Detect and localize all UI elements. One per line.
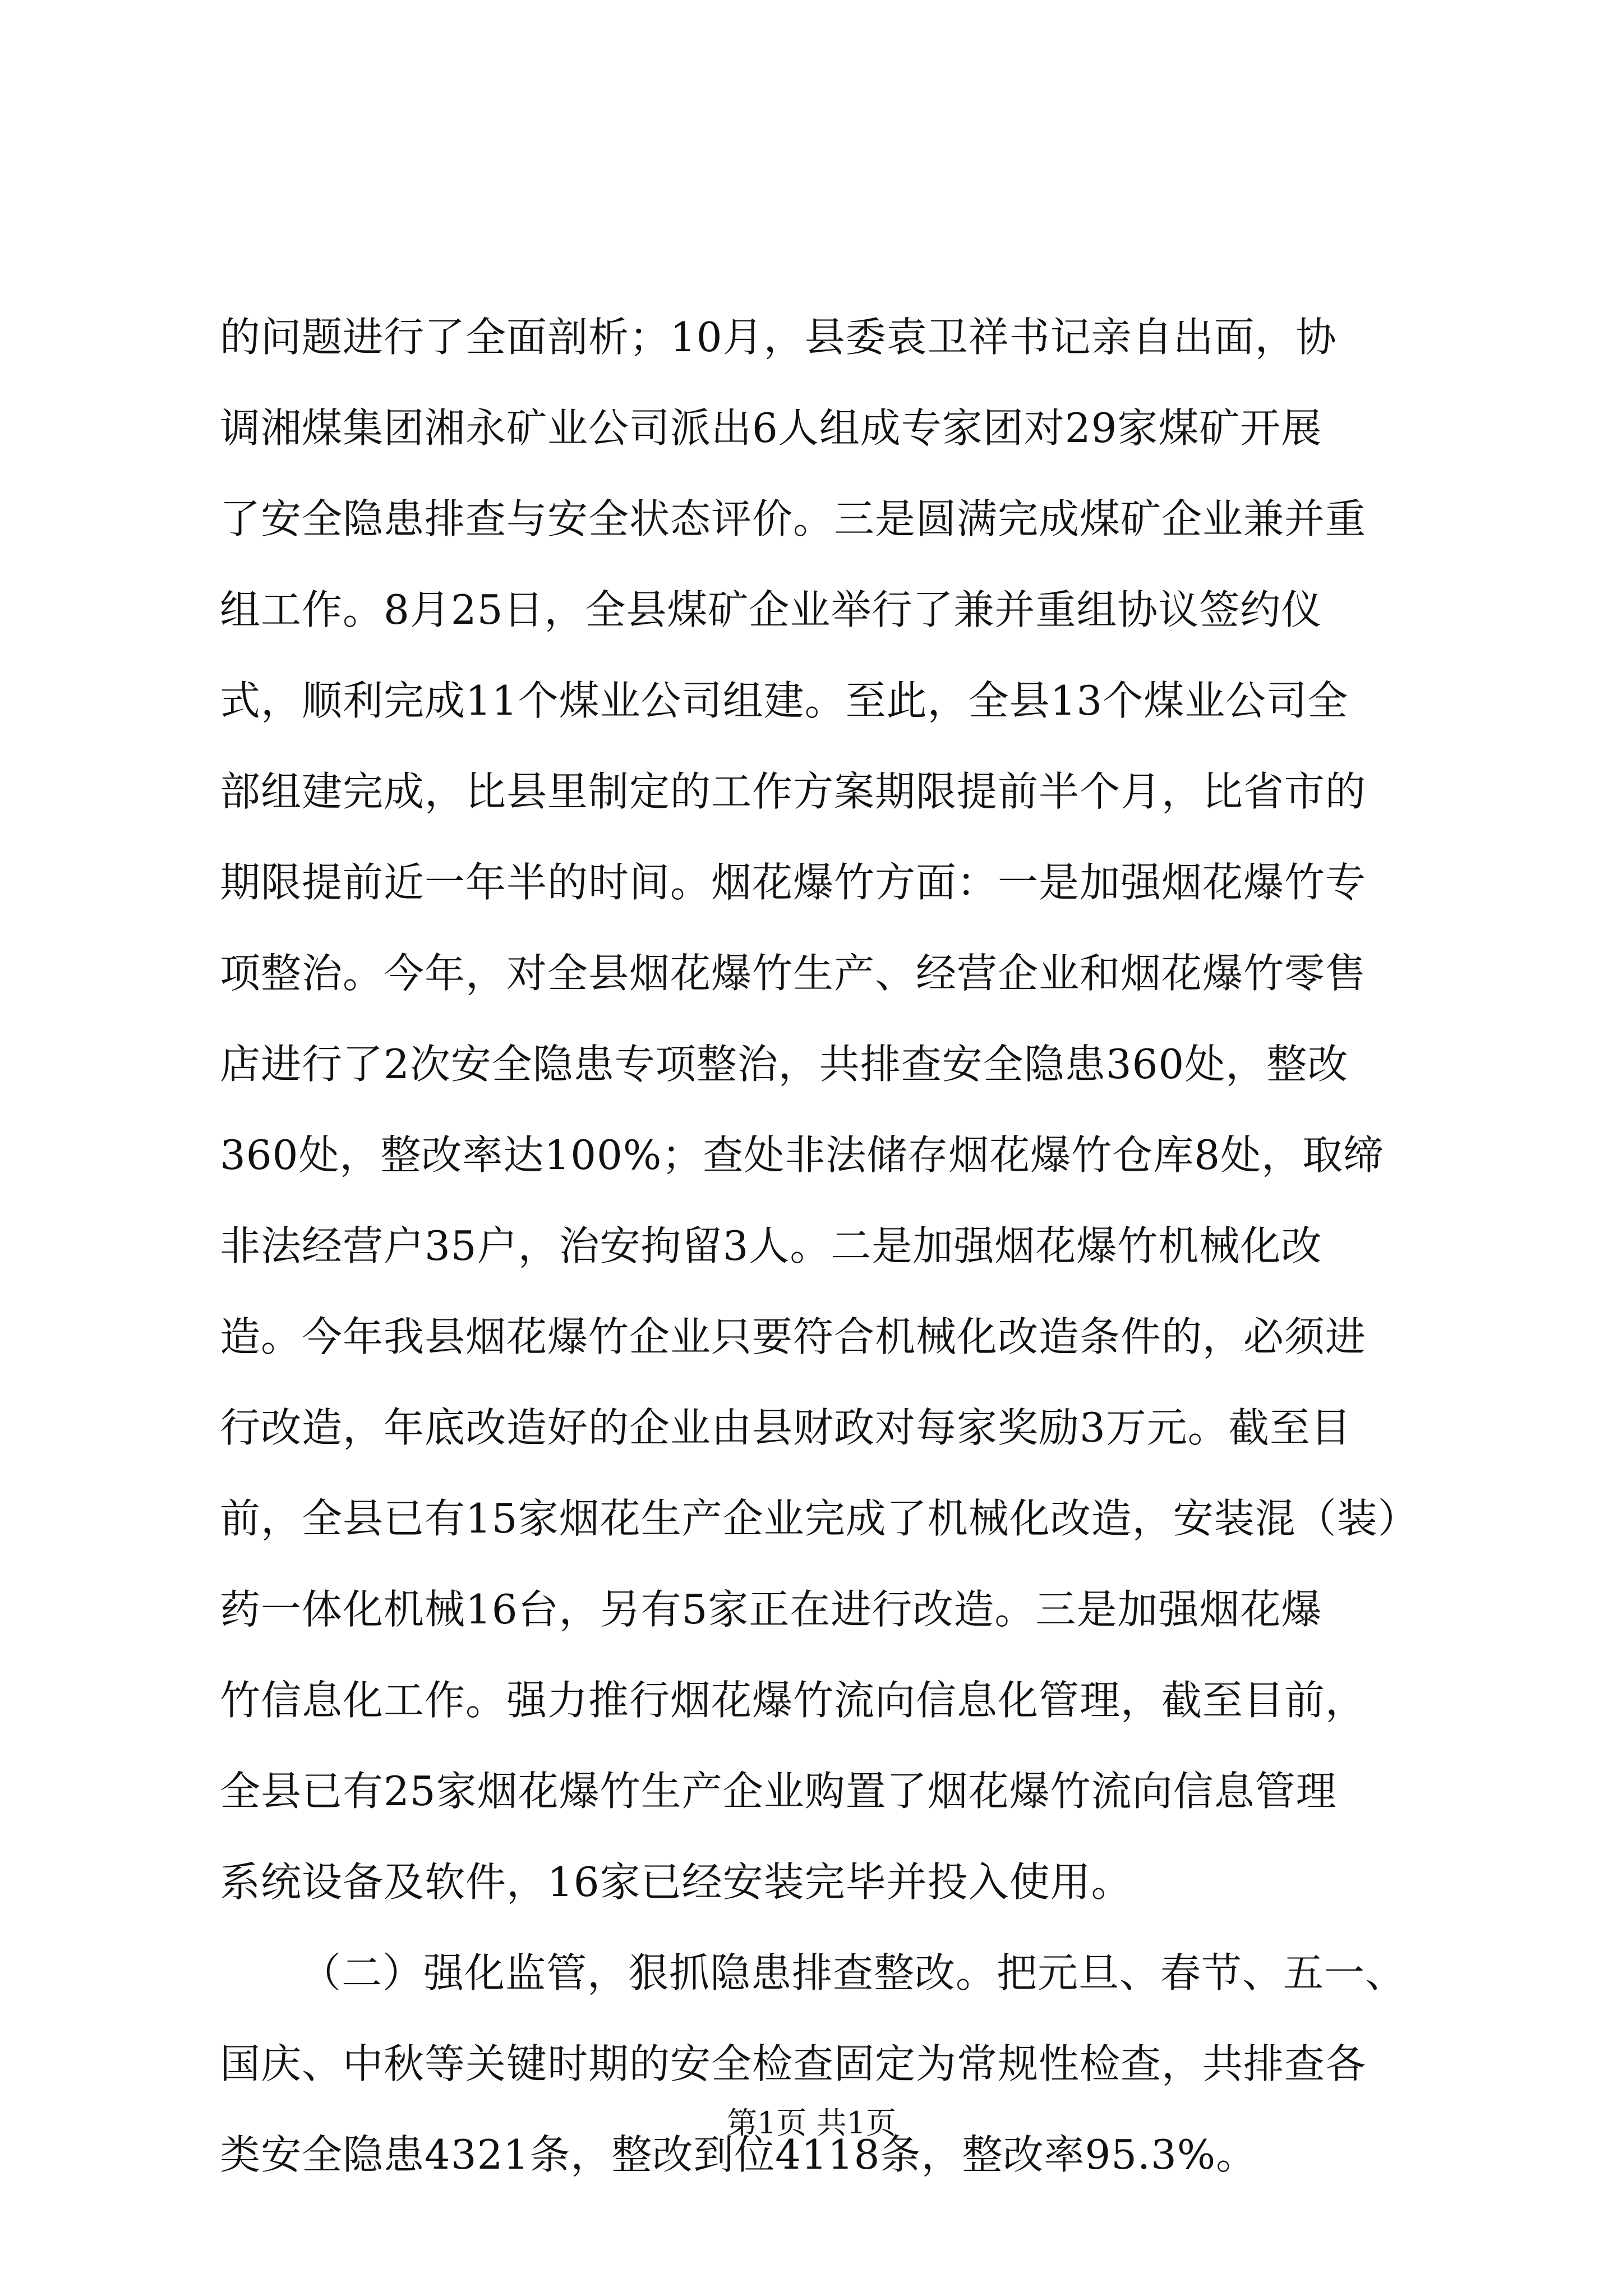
text-line: 的问题进行了全面剖析；10月，县委袁卫祥书记亲自出面，协 — [220, 314, 1337, 361]
text-line: 全县已有25家烟花爆竹生产企业购置了烟花爆竹流向信息管理 — [220, 1768, 1337, 1815]
text-line: 调湘煤集团湘永矿业公司派出6人组成专家团对29家煤矿开展 — [220, 404, 1322, 452]
text-line: 式，顺利完成11个煤业公司组建。至此，全县13个煤业公司全 — [220, 677, 1349, 724]
text-line: 前，全县已有15家烟花生产企业完成了机械化改造，安装混（装） — [220, 1495, 1419, 1542]
page-footer: 第1页 共1页 — [727, 2105, 896, 2141]
text-line: 了安全隐患排查与安全状态评价。三是圆满完成煤矿企业兼并重 — [220, 495, 1367, 542]
text-line: 360处，整改率达100%；查处非法储存烟花爆竹仓库8处，取缔 — [220, 1131, 1385, 1179]
text-line: 国庆、中秋等关键时期的安全检查固定为常规性检查，共排查各 — [220, 2040, 1367, 2087]
text-line: 类安全隐患4321条，整改到位4118条，整改率95.3%。 — [220, 2131, 1257, 2178]
text-line: 行改造，年底改造好的企业由县财政对每家奖励3万元。截至目 — [220, 1404, 1352, 1451]
text-line: 药一体化机械16台，另有5家正在进行改造。三是加强烟花爆 — [220, 1586, 1322, 1633]
text-line: 项整治。今年，对全县烟花爆竹生产、经营企业和烟花爆竹零售 — [220, 950, 1367, 997]
text-line: 期限提前近一年半的时间。烟花爆竹方面：一是加强烟花爆竹专 — [220, 859, 1367, 906]
text-line: 店进行了2次安全隐患专项整治，共排查安全隐患360处，整改 — [220, 1041, 1349, 1088]
text-line: 组工作。8月25日，全县煤矿企业举行了兼并重组协议签约仪 — [220, 586, 1322, 633]
document-body — [220, 292, 1420, 2200]
text-line: 竹信息化工作。强力推行烟花爆竹流向信息化管理，截至目前， — [220, 1677, 1367, 1724]
text-line: 非法经营户35户，治安拘留3人。二是加强烟花爆竹机械化改 — [220, 1222, 1322, 1269]
text-line: 部组建完成，比县里制定的工作方案期限提前半个月，比省市的 — [220, 768, 1367, 815]
paragraph-heading-line: （二）强化监管，狠抓隐患排查整改。把元旦、春节、五一、 — [301, 1949, 1407, 1996]
text-line: 系统设备及软件，16家已经安装完毕并投入使用。 — [220, 1858, 1132, 1906]
text-line: 造。今年我县烟花爆竹企业只要符合机械化改造条件的，必须进 — [220, 1313, 1367, 1360]
